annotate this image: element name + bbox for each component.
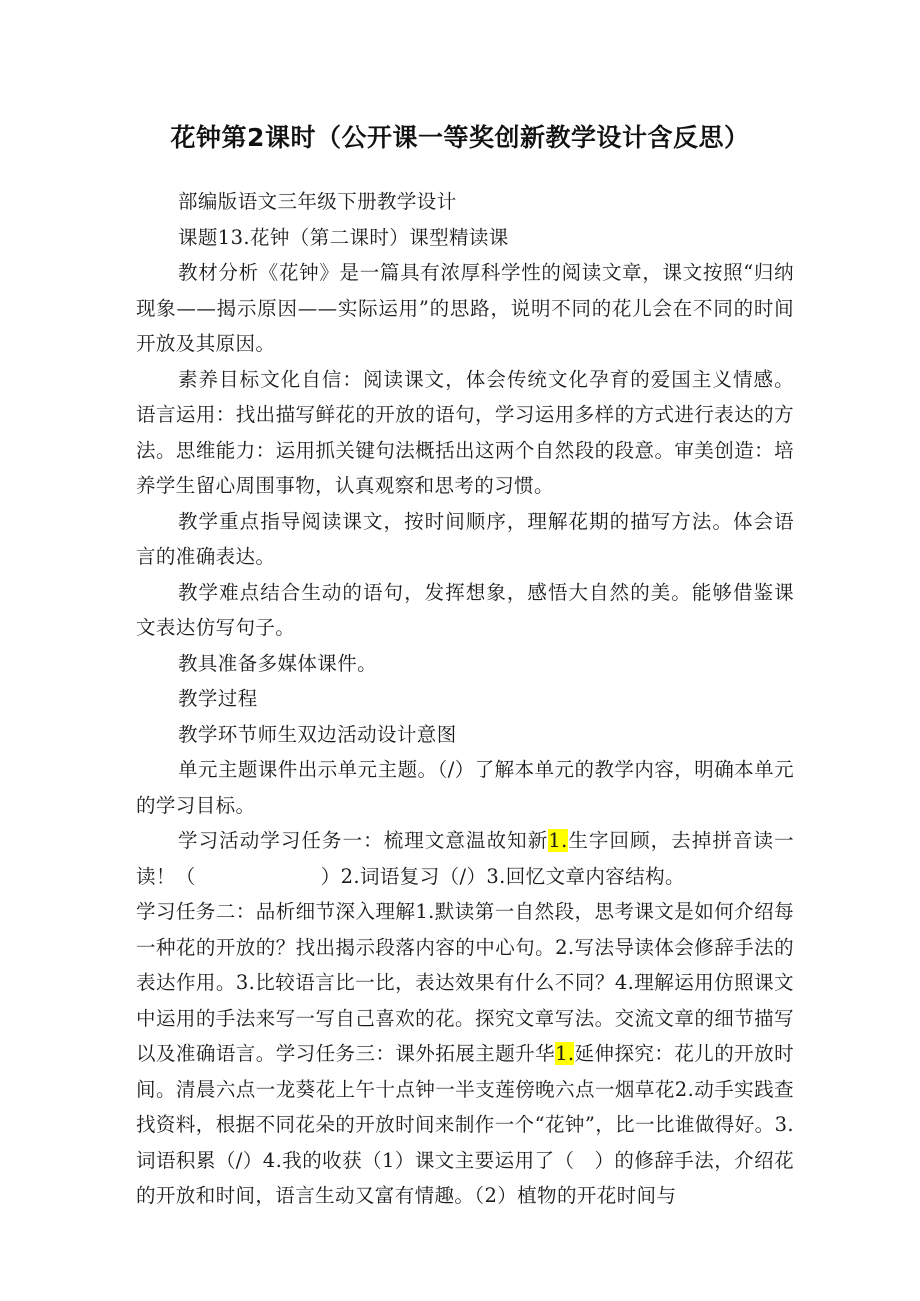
paragraph-unit-theme: 单元主题课件出示单元主题。（/）了解本单元的教学内容，明确本单元的学习目标。 [136, 758, 794, 817]
paragraph-teaching-aids: 教具准备多媒体课件。 [178, 651, 378, 675]
paragraph-literacy-goals: 素养目标文化自信：阅读课文，体会传统文化孕育的爱国主义情感。语言运用：找出描写鲜花的开放的语句，学习运用多样的方式进行表达的方法。思维能力：运用抓关键句法概括出这两个自然段的段意。审美创造：培养学生留心周围事物，认真观察和思考的习惯。 [136, 367, 794, 497]
document-body [136, 184, 794, 1214]
paragraph-key-points: 教学重点指导阅读课文，按时间顺序，理解花期的描写方法。体会语言的准确表达。 [136, 509, 794, 568]
paragraph-difficulties: 教学难点结合生动的语句，发挥想象，感悟大自然的美。能够借鉴课文表达仿写句子。 [136, 580, 794, 639]
highlight-mark: 1. [555, 1042, 575, 1065]
highlight-mark: 1. [548, 829, 568, 852]
document-title: 花钟第2课时（公开课一等奖创新教学设计含反思） [170, 123, 750, 152]
task-two-text: 学习任务二：品析细节深入理解1.默读第一自然段，思考课文是如何介绍每一种花的开放的？找出揭示段落内容的中心句。2.写法导读体会修辞手法的表达作用。3.比较语言比一比，表达效果有什么不同？4.理解运用仿照课文中运用的手法来写一写自己喜欢的花。探究文章写法。交流文章的细节描写以及准确语言。学习任务三：课外拓展主题升华 [136, 900, 794, 1065]
task-one-text-end: ）2.词语复习（/）3.回忆文章内容结构。 [320, 864, 685, 888]
paragraph-task-one [136, 823, 794, 894]
task-one-text: 学习活动学习任务一：梳理文意温故知新 [178, 829, 549, 852]
paragraph-process-header: 教学环节师生双边活动设计意图 [178, 722, 457, 746]
paragraph-material-analysis: 教材分析《花钟》是一篇具有浓厚科学性的阅读文章，课文按照“归纳现象——揭示原因——实际运用”的思路，说明不同的花儿会在不同的时间开放及其原因。 [136, 261, 794, 355]
paragraph-teaching-process: 教学过程 [178, 687, 258, 710]
paragraph-lesson-topic: 课题13.花钟（第二课时）课型精读课 [178, 225, 509, 249]
paragraph-task-two-three [136, 894, 794, 1214]
task-one-text-cont: 生字回顾，去掉拼音读一读！（ [136, 829, 794, 888]
paragraph-edition: 部编版语文三年级下册教学设计 [178, 190, 457, 213]
task-three-text: 延伸探究：花儿的开放时间。清晨六点一龙葵花上午十点钟一半支莲傍晚六点一烟草花2.动手实践查找资料，根据不同花朵的开放时间来制作一个“花钟”，比一比谁做得好。3.词语积累（/）4.我的收获（1）课文主要运用了（ ）的修辞手法，介绍花的开放和时间，语言生动又富有情趣。（2）植物的开花时间与 [136, 1042, 794, 1207]
